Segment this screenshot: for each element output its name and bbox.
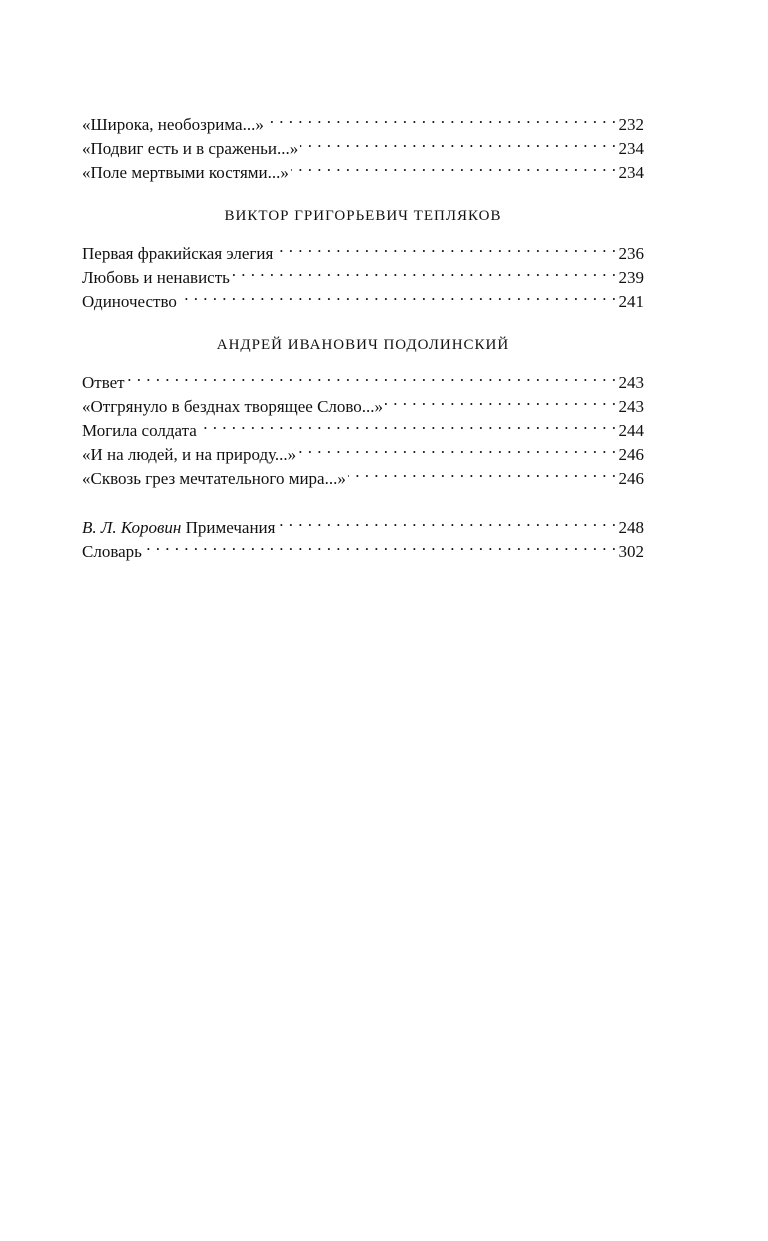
toc-leader-dots: [232, 259, 617, 283]
toc-entry-page: 234: [618, 139, 644, 158]
toc-leader-dots: [300, 130, 616, 154]
toc-leader-dots: [266, 106, 617, 130]
toc-leader-dots: [348, 460, 617, 484]
toc-entry-page: 243: [618, 397, 644, 416]
toc-entry[interactable]: [82, 388, 644, 416]
toc-entry-title: «Сквозь грез мечтательного мира...»: [82, 469, 346, 488]
section-heading-author: АНДРЕЙ ИВАНОВИЧ ПОДОЛИНСКИЙ: [216, 337, 510, 353]
toc-entry-title: Могила солдата: [82, 421, 197, 440]
toc-entry-title: Ответ: [82, 373, 125, 392]
toc-leader-dots: [275, 235, 616, 259]
toc-entry-title: «И на людей, и на природу...»: [82, 445, 297, 464]
toc-entry-page: 241: [618, 292, 644, 311]
toc-leader-dots: [298, 436, 616, 460]
table-of-contents: [82, 106, 644, 561]
toc-entry-title: Первая фракийская элегия: [82, 244, 274, 263]
toc-leader-dots: [127, 364, 617, 388]
toc-entry-title: Любовь и ненависть: [82, 268, 230, 287]
toc-entry-page: 232: [618, 115, 644, 134]
toc-leader-dots: [199, 412, 617, 436]
toc-leader-dots: [291, 154, 617, 178]
toc-entry[interactable]: [82, 235, 644, 263]
toc-entry[interactable]: [82, 106, 644, 134]
toc-entry-page: 302: [618, 542, 644, 561]
notes-title: Примечания: [185, 518, 276, 537]
toc-entry-page: 244: [618, 421, 644, 440]
section-heading-author: ВИКТОР ГРИГОРЬЕВИЧ ТЕПЛЯКОВ: [224, 208, 502, 224]
spacer: [82, 228, 644, 235]
toc-leader-dots: [179, 283, 617, 307]
toc-entry-page: 248: [618, 518, 644, 537]
toc-entry-page: 246: [618, 445, 644, 464]
toc-entry-page: 243: [618, 373, 644, 392]
toc-entry[interactable]: [82, 364, 644, 392]
toc-entry-notes[interactable]: [82, 509, 644, 537]
toc-leader-dots: [385, 388, 616, 412]
toc-entry-title: «Подвиг есть и в сраженьи...»: [82, 139, 299, 158]
spacer: [82, 357, 644, 364]
toc-entry-page: 246: [618, 469, 644, 488]
toc-entry-page: 234: [618, 163, 644, 182]
toc-entry-title: Одиночество: [82, 292, 177, 311]
toc-entry-title: «Поле мертвыми костями...»: [82, 163, 289, 182]
toc-leader-dots: [144, 533, 617, 557]
toc-entry-title: Словарь: [82, 542, 142, 561]
notes-author: В. Л. Коровин: [82, 518, 182, 537]
toc-entry-page: 236: [618, 244, 644, 263]
toc-entry-page: 239: [618, 268, 644, 287]
toc-entry-title: «Отгрянуло в безднах творящее Слово...»: [82, 397, 384, 416]
toc-entry-title: «Широка, необозрима...»: [82, 115, 264, 134]
toc-entry-dictionary[interactable]: [82, 533, 644, 561]
toc-leader-dots: [277, 509, 616, 533]
